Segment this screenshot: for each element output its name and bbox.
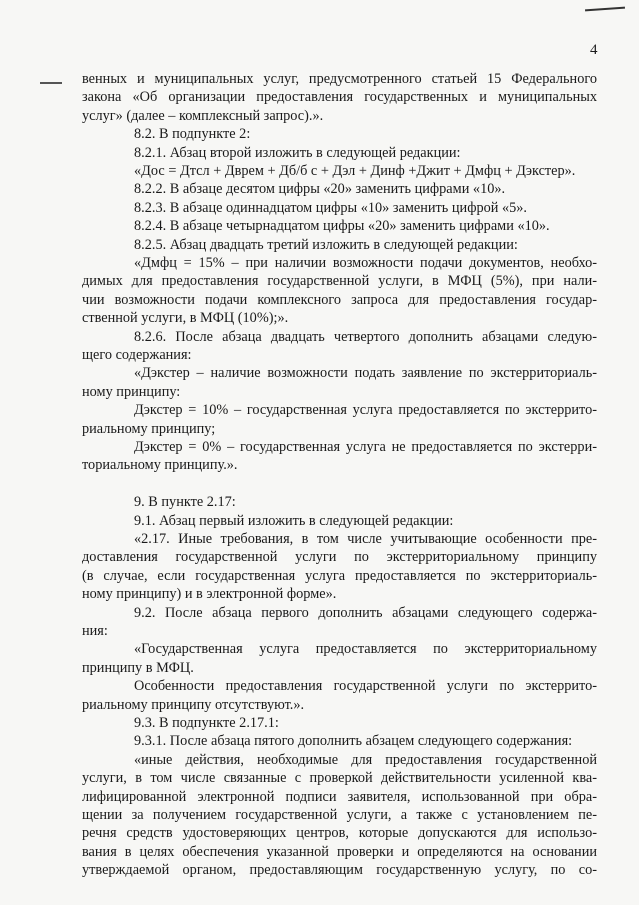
text-line: ния:	[82, 623, 108, 639]
text-line: щении за получением государственной услуги, а также с установлением пе-	[82, 807, 597, 823]
text-line: принципу в МФЦ.	[82, 659, 194, 676]
text-line: риальному принципу отсутствуют.».	[82, 696, 305, 713]
text-line: 8.2.1. Абзац второй изложить в следующей редакции:	[134, 144, 461, 161]
text-line: 9.3.1. После абзаца пятого дополнить абзацем следующего содержания:	[134, 733, 573, 750]
text-line: «Дмфц = 15% – при наличии возможности подачи документов, необхо-	[134, 255, 597, 271]
text-line: Дэкстер = 10% – государственная услуга предоставляется по экстеррито-	[134, 402, 597, 419]
text-line: доставления государственной услуги по экстерриториальному принципу	[82, 549, 597, 566]
scan-mark	[40, 82, 62, 84]
text-line: чии возможности подачи комплексного запроса для предоставления государ-	[82, 291, 597, 308]
text-line: Особенности предоставления государственной услуги по экстеррито-	[134, 678, 597, 695]
text-line: закона «Об организации предоставления государственных и муниципальных	[82, 89, 597, 106]
text-line: «Дос = Дтсл + Дврем + Дб/б с + Дэл + Динф +Джит + Дмфц + Дэкстер».	[134, 163, 576, 179]
text-line: утверждаемой органом, предоставляющим государственную услугу, по со-	[82, 862, 597, 879]
text-line: «иные действия, необходимые для предоставления государственной	[134, 751, 597, 768]
text-line: услуги, в том числе связанные с проверкой действительности усиленной ква-	[82, 770, 597, 787]
text-line: (в случае, если государственная услуга предоставляется по экстерриториаль-	[82, 567, 597, 584]
text-line: 9.3. В подпункте 2.17.1:	[134, 715, 279, 731]
text-line: 8.2.5. Абзац двадцать третий изложить в следующей редакции:	[134, 236, 518, 253]
text-line: 8.2.2. В абзаце десятом цифры «20» заменить цифрами «10».	[134, 181, 506, 198]
text-line: 8.2. В подпункте 2:	[134, 126, 251, 143]
text-line: венных и муниципальных услуг, предусмотренного статьей 15 Федерального	[82, 71, 597, 87]
text-line: ному принципу:	[82, 383, 181, 400]
text-line: 9.2. После абзаца первого дополнить абзацами следующего содержа-	[134, 604, 597, 621]
scan-mark	[585, 7, 625, 12]
text-line: «Дэкстер – наличие возможности подать заявление по экстерриториаль-	[134, 365, 597, 382]
text-line: услуг» (далее – комплексный запрос).».	[82, 107, 324, 124]
text-line	[82, 475, 597, 493]
text-line: ственной услуги, в МФЦ (10%);».	[82, 310, 289, 327]
text-line: ториальному принципу.».	[82, 457, 238, 474]
text-line: димых для предоставления государственной услуги, в МФЦ (5%), при нали-	[82, 273, 597, 290]
text-line: 9. В пункте 2.17:	[134, 494, 236, 511]
text-line: щего содержания:	[82, 347, 192, 363]
text-line: «Государственная услуга предоставляется по экстерриториальному	[134, 641, 597, 658]
text-line: лифицированной электронной подписи заявителя, использованной при обра-	[82, 788, 597, 805]
text-line: 8.2.6. После абзаца двадцать четвертого дополнить абзацами следую-	[134, 328, 597, 345]
text-line: риальному принципу;	[82, 420, 216, 437]
text-line: ному принципу) и в электронной форме».	[82, 586, 337, 603]
text-line: «2.17. Иные требования, в том числе учитывающие особенности пре-	[134, 531, 597, 547]
text-line: Дэкстер = 0% – государственная услуга не предоставляется по экстерри-	[134, 439, 597, 455]
text-line: 9.1. Абзац первый изложить в следующей редакции:	[134, 512, 454, 529]
text-line: 8.2.3. В абзаце одиннадцатом цифры «10» заменить цифрой «5».	[134, 199, 528, 216]
text-line: речня средств удостоверяющих центров, которые допускаются для использо-	[82, 825, 597, 842]
text-line: 8.2.4. В абзаце четырнадцатом цифры «20» заменить цифрами «10».	[134, 218, 550, 235]
page-number: 4	[590, 42, 598, 58]
text-line: вания в целях обеспечения указанной проверки и определяются на основании	[82, 843, 597, 860]
